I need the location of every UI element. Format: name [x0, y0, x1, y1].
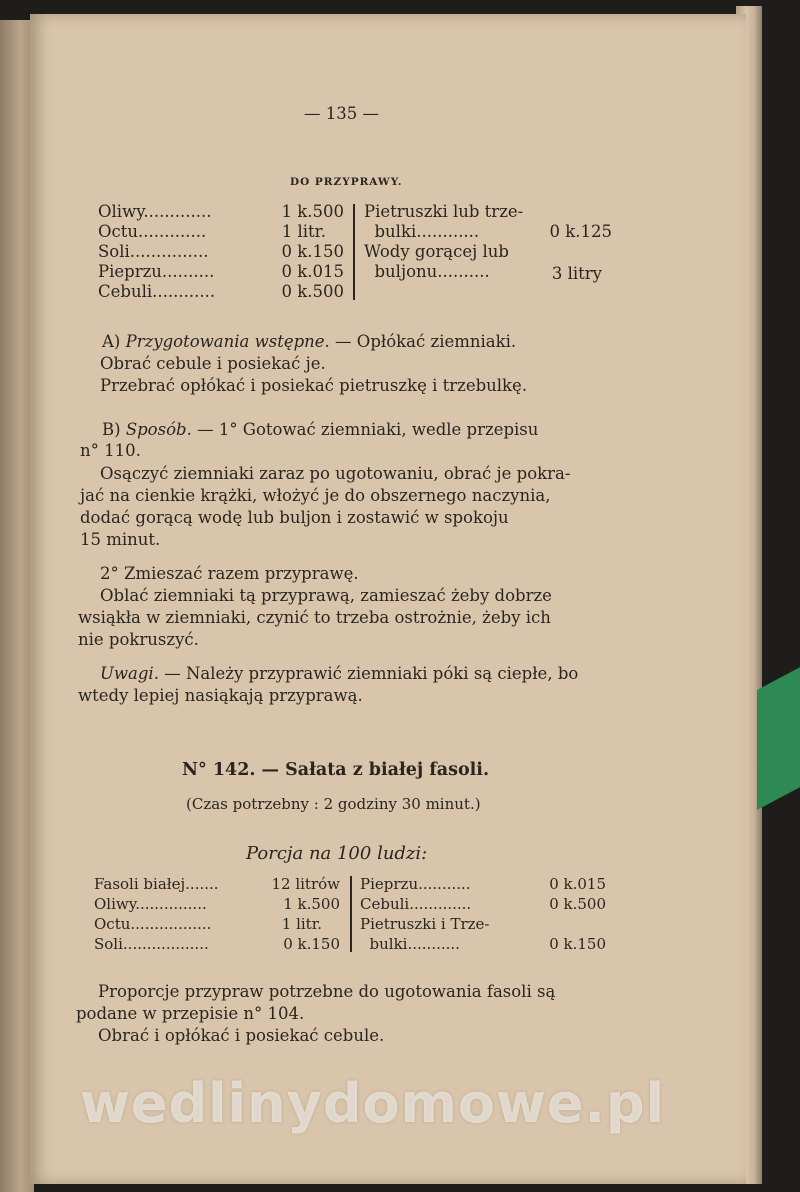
paragraph-notes: Uwagi. — Należy przyprawić ziemniaki póki są ciepłe, bo — [100, 664, 579, 683]
table-cell-qty: 0 k.500 — [549, 895, 606, 913]
table-row: Soli.................. — [94, 935, 209, 953]
section-heading: DO PRZYPRAWY. — [290, 176, 403, 188]
table-row: Pieprzu........... — [360, 875, 471, 893]
table-row: Oliwy............. — [98, 202, 212, 221]
table-row: Cebuli............ — [98, 282, 216, 301]
paragraph-line: dodać gorącą wodę lub buljon i zostawić w spokoju — [80, 508, 509, 527]
paragraph-line: 2° Zmieszać razem przyprawę. — [100, 564, 359, 583]
paragraph-line: nie pokruszyć. — [78, 630, 199, 649]
table-cell-qty: 12 litrów — [271, 875, 340, 893]
paragraph-line: Przebrać opłókać i posiekać pietruszkę i trzebulkę. — [100, 376, 528, 395]
table-row: Wody gorącej lub — [364, 242, 509, 261]
paragraph-line: Obrać i opłókać i posiekać cebule. — [98, 1026, 385, 1045]
table-row: Octu................. — [94, 915, 212, 933]
table-row: Cebuli............. — [360, 895, 472, 913]
table-cell-qty: 0 k.125 — [549, 222, 612, 241]
table-cell-qty: 1 k.500 — [283, 895, 340, 913]
table-row: Pietruszki i Trze- — [360, 915, 490, 933]
table-row: Fasoli białej....... — [94, 875, 219, 893]
table-cell-qty: 0 k.500 — [281, 282, 344, 301]
table-cell-qty: 0 k.015 — [549, 875, 606, 893]
book-page — [30, 14, 746, 1184]
paragraph-line: Osączyć ziemniaki zaraz po ugotowaniu, obrać je pokra- — [100, 464, 571, 483]
paragraph-line: wsiąkła w ziemniaki, czynić to trzeba ostrożnie, żeby ich — [78, 608, 551, 627]
bookmark-ribbon — [757, 667, 800, 810]
table-cell-qty: 1 litr. — [281, 915, 322, 933]
page-number: — 135 — — [304, 104, 379, 123]
paragraph-line: Proporcje przypraw potrzebne do ugotowania fasoli są — [98, 982, 556, 1001]
table-cell-qty: 1 k.500 — [281, 202, 344, 221]
paragraph-line: 15 minut. — [80, 530, 161, 549]
table-cell-qty: 1 litr. — [281, 222, 326, 241]
table-cell-qty: 0 k.150 — [549, 935, 606, 953]
table-row: Soli............... — [98, 242, 209, 261]
table-cell-qty: 0 k.015 — [281, 262, 344, 281]
table-cell-qty: 3 litry — [551, 264, 602, 283]
paragraph-line: Oblać ziemniaki tą przyprawą, zamieszać żeby dobrze — [100, 586, 552, 605]
previous-page-edge — [0, 20, 34, 1192]
table-row: Oliwy............... — [94, 895, 207, 913]
table-row: bulki............ — [364, 222, 480, 241]
paragraph-method: B) Sposób. — 1° Gotować ziemniaki, wedle przepisu — [102, 420, 539, 439]
paragraph-line: wtedy lepiej nasiąkają przyprawą. — [78, 686, 363, 705]
paragraph-line: n° 110. — [80, 441, 141, 460]
table-cell-qty: 0 k.150 — [281, 242, 344, 261]
paragraph-line: jać na cienkie krążki, włożyć je do obszernego naczynia, — [80, 486, 551, 505]
paragraph-prep: A) Przygotowania wstępne. — Opłókać ziemniaki. — [102, 332, 517, 351]
recipe-title: N° 142. — Sałata z białej fasoli. — [182, 760, 490, 780]
table-row: Pietruszki lub trze- — [364, 202, 524, 221]
table-divider — [353, 204, 355, 300]
table-cell-qty: 0 k.150 — [283, 935, 340, 953]
site-watermark: wedlinydomowe.pl — [80, 1072, 666, 1135]
table-divider — [350, 876, 352, 952]
recipe-time: (Czas potrzebny : 2 godziny 30 minut.) — [186, 795, 481, 813]
table-row: Pieprzu.......... — [98, 262, 215, 281]
paragraph-line: podane w przepisie n° 104. — [76, 1004, 305, 1023]
table-row: buljonu.......... — [364, 262, 490, 281]
recipe-portion: Porcja na 100 ludzi: — [246, 843, 428, 864]
table-row: bulki........... — [360, 935, 460, 953]
paragraph-line: Obrać cebule i posiekać je. — [100, 354, 326, 373]
table-row: Octu............. — [98, 222, 207, 241]
